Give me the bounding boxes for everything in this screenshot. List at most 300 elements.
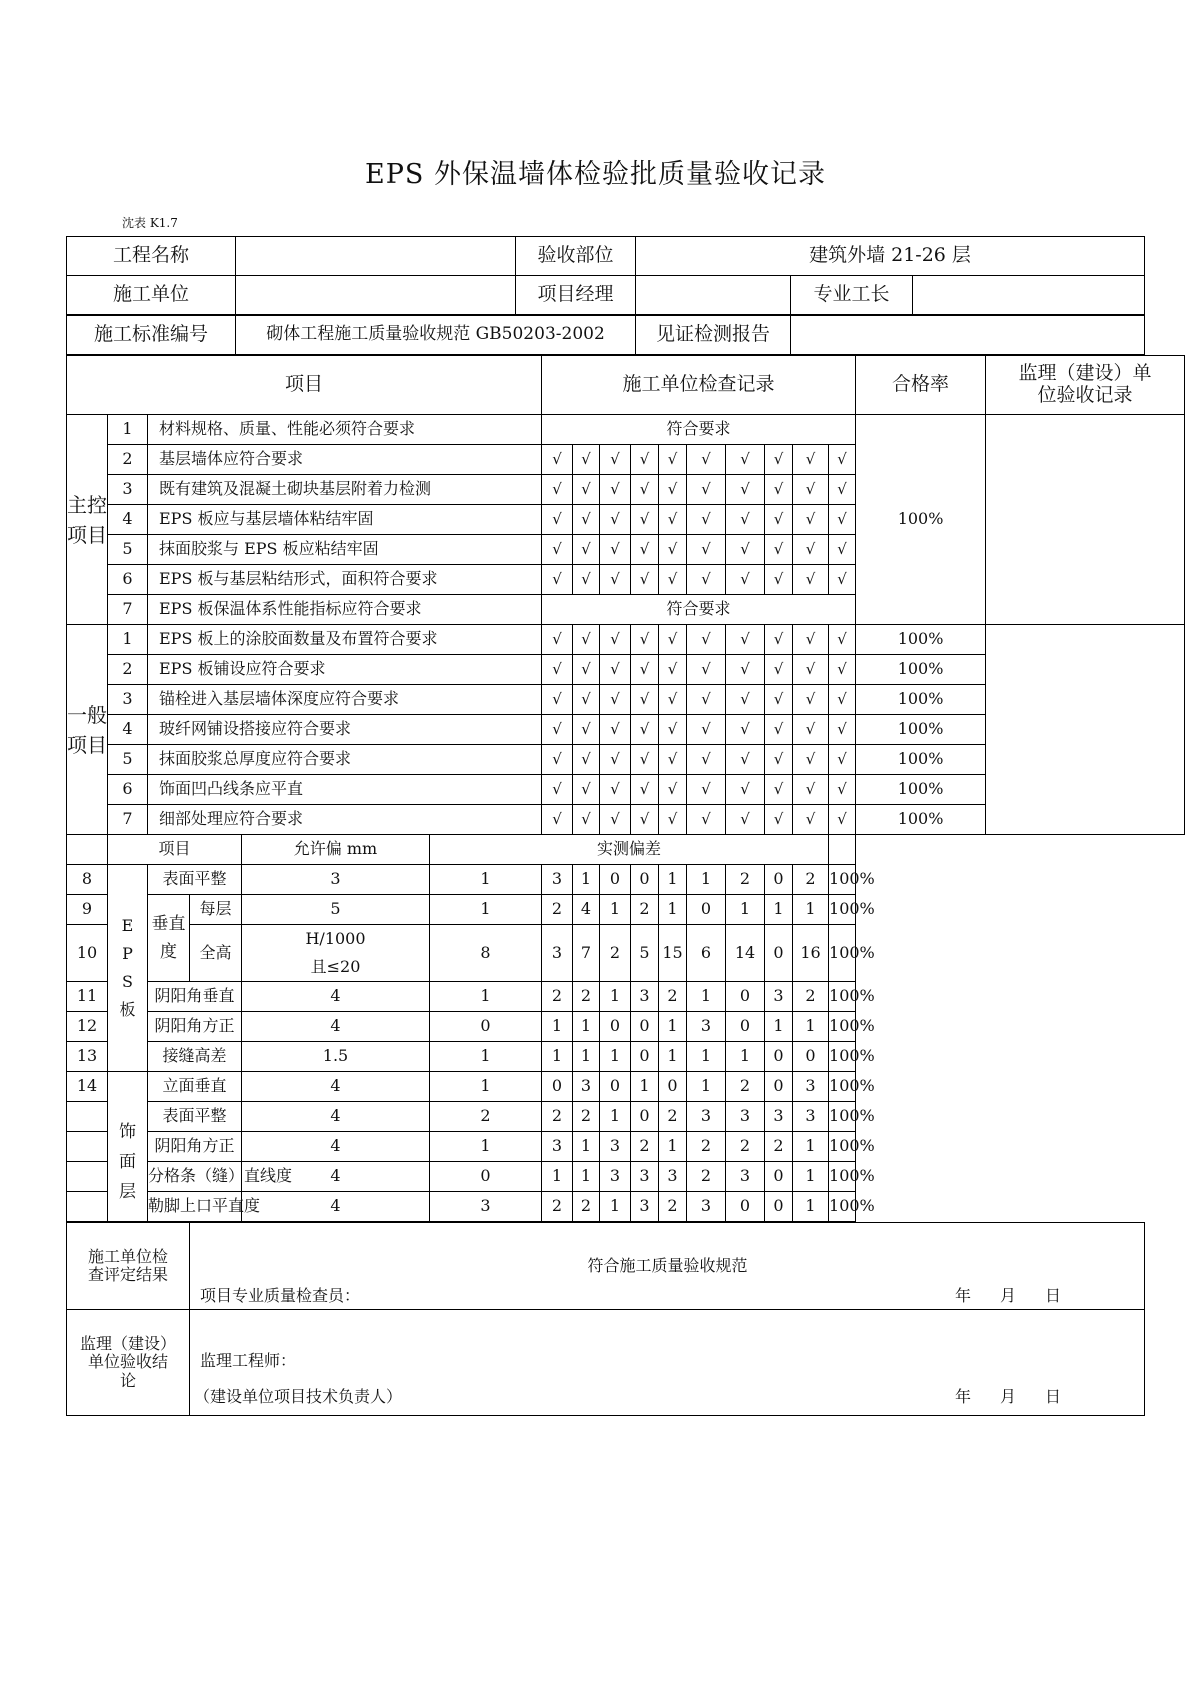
acceptance-location-label: 验收部位: [516, 237, 636, 276]
item-text: EPS 板上的涂胶面数量及布置符合要求: [148, 625, 542, 655]
deviation-value: 1: [430, 865, 542, 895]
check-cell: √: [573, 715, 600, 745]
project-name-value: [236, 237, 516, 276]
item-no: 4: [108, 715, 148, 745]
check-cell: √: [542, 715, 573, 745]
standard-table: [66, 315, 1145, 355]
check-cell: √: [600, 445, 631, 475]
main-control-row: [67, 415, 1185, 445]
deviation-value: 2: [726, 865, 765, 895]
sign2-year: 年: [955, 1387, 972, 1406]
deviation-item-header: 项目: [108, 835, 242, 865]
check-cell: √: [573, 655, 600, 685]
deviation-value: 1: [793, 1012, 829, 1042]
deviation-value: 8: [430, 925, 542, 982]
deviation-value: 0: [765, 925, 793, 982]
construction-conclusion: 符合施工质量验收规范: [587, 1256, 748, 1275]
check-cell: √: [659, 685, 687, 715]
deviation-value: 2: [687, 1132, 726, 1162]
check-cell: √: [542, 565, 573, 595]
deviation-value: 2: [631, 895, 659, 925]
deviation-value: 1: [542, 1162, 573, 1192]
deviation-value: 3: [542, 925, 573, 982]
deviation-value: 2: [659, 1192, 687, 1222]
check-cell: √: [726, 445, 765, 475]
merged-result: 符合要求: [542, 415, 856, 445]
pass-rate: 100%: [829, 1012, 856, 1042]
deviation-value: 1: [793, 1192, 829, 1222]
check-cell: √: [600, 565, 631, 595]
item-text: 基层墙体应符合要求: [148, 445, 542, 475]
check-cell: √: [765, 685, 793, 715]
check-cell: √: [659, 535, 687, 565]
deviation-value: 2: [793, 982, 829, 1012]
deviation-value: 2: [542, 982, 573, 1012]
check-cell: √: [573, 475, 600, 505]
finish-row: [67, 1102, 1185, 1132]
item-text: 玻纤网铺设搭接应符合要求: [148, 715, 542, 745]
item-no: 2: [108, 445, 148, 475]
deviation-value: 1: [600, 982, 631, 1012]
deviation-name: 阴阳角方正: [148, 1012, 242, 1042]
pass-rate: 100%: [856, 745, 986, 775]
sign2-month: 月: [1000, 1387, 1017, 1406]
deviation-name: 分格条（缝）直线度: [148, 1162, 242, 1192]
check-cell: √: [829, 655, 856, 685]
item-text: 饰面凹凸线条应平直: [148, 775, 542, 805]
check-cell: √: [631, 535, 659, 565]
col-supervision: [986, 356, 1185, 415]
deviation-value: 1: [793, 1132, 829, 1162]
item-no: 8: [67, 865, 108, 895]
deviation-value: 3: [631, 1162, 659, 1192]
deviation-value: 1: [542, 1042, 573, 1072]
supervision-line3: 论: [119, 1370, 136, 1390]
pass-rate: 100%: [856, 715, 986, 745]
general-row: [67, 625, 1185, 655]
deviation-value: 0: [600, 865, 631, 895]
sign-year: 年: [955, 1286, 972, 1305]
check-cell: √: [765, 745, 793, 775]
check-cell: √: [793, 535, 829, 565]
check-cell: √: [659, 565, 687, 595]
deviation-value: 2: [687, 1162, 726, 1192]
deviation-value: 1: [659, 1042, 687, 1072]
deviation-value: 3: [687, 1192, 726, 1222]
deviation-value: 0: [430, 1012, 542, 1042]
allowed-line2: 且≤20: [310, 957, 361, 976]
check-cell: √: [829, 505, 856, 535]
check-cell: √: [793, 685, 829, 715]
check-cell: √: [542, 655, 573, 685]
deviation-allowed: 4: [242, 1162, 430, 1192]
finish-row: [67, 1192, 1185, 1222]
pass-rate: 100%: [856, 625, 986, 655]
deviation-value: 1: [687, 982, 726, 1012]
deviation-value: 15: [659, 925, 687, 982]
check-cell: √: [793, 505, 829, 535]
deviation-value: 3: [542, 865, 573, 895]
check-cell: √: [542, 475, 573, 505]
deviation-value: 7: [573, 925, 600, 982]
eps-row: [67, 982, 1185, 1012]
check-cell: √: [659, 475, 687, 505]
deviation-value: 3: [687, 1102, 726, 1132]
check-cell: √: [631, 505, 659, 535]
pass-rate: 100%: [829, 865, 856, 895]
item-no: 3: [108, 475, 148, 505]
check-cell: √: [542, 505, 573, 535]
deviation-value: 3: [687, 1012, 726, 1042]
check-cell: √: [726, 625, 765, 655]
deviation-value: 0: [600, 1012, 631, 1042]
check-cell: √: [687, 505, 726, 535]
check-cell: √: [542, 745, 573, 775]
supervision-conclusion: [190, 1310, 1145, 1416]
check-cell: √: [573, 685, 600, 715]
deviation-value: 2: [631, 1132, 659, 1162]
check-cell: √: [687, 745, 726, 775]
check-cell: √: [765, 805, 793, 835]
deviation-value: 1: [542, 1012, 573, 1042]
deviation-allowed-header: 允许偏 mm: [242, 835, 430, 865]
item-no: 2: [108, 655, 148, 685]
deviation-value: 1: [600, 895, 631, 925]
eps-row: [67, 1042, 1185, 1072]
check-cell: √: [631, 745, 659, 775]
item-no: 12: [67, 1012, 108, 1042]
deviation-value: 3: [765, 1102, 793, 1132]
deviation-value: 1: [687, 1072, 726, 1102]
deviation-no-blank: [67, 835, 108, 865]
standard-label: 施工标准编号: [67, 316, 236, 355]
inspector-label: 项目专业质量检查员：: [200, 1286, 361, 1305]
check-cell: √: [600, 505, 631, 535]
check-cell: √: [573, 535, 600, 565]
check-cell: √: [631, 715, 659, 745]
deviation-value: 1: [430, 1132, 542, 1162]
check-cell: √: [631, 445, 659, 475]
check-cell: √: [829, 775, 856, 805]
project-manager-value: [636, 276, 791, 315]
finish-row: [67, 1072, 1185, 1102]
check-cell: √: [829, 685, 856, 715]
witness-report-label: 见证检测报告: [636, 316, 791, 355]
check-cell: √: [600, 685, 631, 715]
deviation-name: 每层: [190, 895, 242, 925]
pass-rate: 100%: [829, 1072, 856, 1102]
col-supervision-line1: 监理（建设）单: [1018, 362, 1152, 385]
deviation-value: 3: [600, 1162, 631, 1192]
check-cell: √: [765, 505, 793, 535]
check-cell: √: [659, 445, 687, 475]
item-no: 4: [108, 505, 148, 535]
check-cell: √: [600, 745, 631, 775]
deviation-value: 1: [793, 1162, 829, 1192]
general-supervision: [986, 625, 1185, 835]
check-cell: √: [793, 745, 829, 775]
check-cell: √: [659, 625, 687, 655]
check-cell: √: [631, 565, 659, 595]
deviation-allowed: 4: [242, 1102, 430, 1132]
main-control-supervision: [986, 415, 1185, 625]
finish-group-label: 饰 面 层: [108, 1072, 148, 1222]
eps-row: [67, 1012, 1185, 1042]
check-cell: √: [659, 655, 687, 685]
check-cell: √: [829, 475, 856, 505]
deviation-value: 1: [430, 1072, 542, 1102]
check-cell: √: [631, 625, 659, 655]
deviation-value: 1: [430, 1042, 542, 1072]
column-header-row: [67, 356, 1185, 415]
item-no: 6: [108, 565, 148, 595]
deviation-allowed: 4: [242, 1072, 430, 1102]
eps-row: [67, 865, 1185, 895]
check-cell: √: [793, 775, 829, 805]
deviation-value: 1: [573, 1162, 600, 1192]
deviation-value: 3: [726, 1162, 765, 1192]
check-cell: √: [573, 775, 600, 805]
deviation-value: 2: [430, 1102, 542, 1132]
construction-check-line1: 施工单位检: [87, 1246, 168, 1266]
deviation-value: 1: [659, 1132, 687, 1162]
sign-day: 日: [1045, 1286, 1062, 1305]
check-cell: √: [765, 625, 793, 655]
col-check-record: 施工单位检查记录: [542, 356, 856, 415]
deviation-allowed: 4: [242, 1192, 430, 1222]
witness-report-value: [791, 316, 1145, 355]
deviation-value: 3: [631, 982, 659, 1012]
deviation-value: 0: [765, 1042, 793, 1072]
item-no: [67, 1132, 108, 1162]
eps-row: [67, 925, 1185, 982]
check-cell: √: [765, 475, 793, 505]
item-text: 材料规格、质量、性能必须符合要求: [148, 415, 542, 445]
check-cell: √: [726, 535, 765, 565]
deviation-value: 3: [765, 982, 793, 1012]
deviation-value: 2: [542, 1192, 573, 1222]
supervision-conclusion-label: [67, 1310, 190, 1416]
pass-rate: 100%: [856, 775, 986, 805]
deviation-value: 1: [430, 895, 542, 925]
check-cell: √: [573, 565, 600, 595]
deviation-name: 勒脚上口平直度: [148, 1192, 242, 1222]
check-cell: √: [829, 535, 856, 565]
deviation-value: 1: [659, 865, 687, 895]
foreman-label: 专业工长: [791, 276, 913, 315]
deviation-value: 0: [765, 1072, 793, 1102]
deviation-value: 2: [793, 865, 829, 895]
check-cell: √: [726, 475, 765, 505]
acceptance-location-value: 建筑外墙 21-26 层: [636, 237, 1145, 276]
item-no: 5: [108, 535, 148, 565]
check-cell: √: [573, 505, 600, 535]
item-no: [67, 1162, 108, 1192]
deviation-value: 6: [687, 925, 726, 982]
check-cell: √: [726, 655, 765, 685]
check-cell: √: [726, 505, 765, 535]
check-cell: √: [542, 805, 573, 835]
pass-rate: 100%: [856, 655, 986, 685]
check-cell: √: [687, 655, 726, 685]
construction-unit-label: 施工单位: [67, 276, 236, 315]
main-control-label: 主控项目: [67, 415, 108, 625]
check-cell: √: [600, 805, 631, 835]
construction-check-result: [190, 1223, 1145, 1310]
deviation-value: 2: [600, 925, 631, 982]
deviation-value: 1: [600, 1102, 631, 1132]
deviation-name: 阴阳角垂直: [148, 982, 242, 1012]
deviation-value: 2: [659, 1102, 687, 1132]
deviation-value: 0: [542, 1072, 573, 1102]
deviation-value: 3: [793, 1102, 829, 1132]
deviation-value: 1: [573, 1012, 600, 1042]
col-item: 项目: [67, 356, 542, 415]
project-name-label: 工程名称: [67, 237, 236, 276]
item-text: 锚栓进入基层墙体深度应符合要求: [148, 685, 542, 715]
item-no: 5: [108, 745, 148, 775]
check-cell: √: [829, 625, 856, 655]
item-text: EPS 板应与基层墙体粘结牢固: [148, 505, 542, 535]
deviation-value: 2: [542, 895, 573, 925]
engineer-label: 监理工程师：: [200, 1351, 297, 1370]
check-cell: √: [726, 685, 765, 715]
check-cell: √: [829, 565, 856, 595]
check-cell: √: [687, 685, 726, 715]
form-code: 沈表 K1.7: [122, 216, 178, 230]
check-cell: √: [631, 475, 659, 505]
deviation-measured-header: 实测偏差: [430, 835, 829, 865]
vertical-label: 垂直度: [148, 895, 190, 982]
deviation-value: 0: [631, 1102, 659, 1132]
deviation-value: 1: [573, 865, 600, 895]
deviation-value: 1: [600, 1042, 631, 1072]
item-no: 11: [67, 982, 108, 1012]
foreman-value: [913, 276, 1145, 315]
pass-rate: 100%: [856, 805, 986, 835]
check-cell: √: [631, 775, 659, 805]
pass-rate: 100%: [829, 1042, 856, 1072]
deviation-allowed: 4: [242, 982, 430, 1012]
deviation-value: 1: [765, 1012, 793, 1042]
check-cell: √: [600, 775, 631, 805]
deviation-value: 1: [687, 1042, 726, 1072]
item-no: [67, 1102, 108, 1132]
deviation-value: 2: [573, 1102, 600, 1132]
check-cell: √: [687, 625, 726, 655]
merged-result: 符合要求: [542, 595, 856, 625]
deviation-value: 0: [631, 1012, 659, 1042]
check-cell: √: [829, 745, 856, 775]
check-cell: √: [573, 745, 600, 775]
check-cell: √: [687, 445, 726, 475]
check-cell: √: [659, 745, 687, 775]
deviation-header-row: [67, 835, 1185, 865]
check-cell: √: [687, 715, 726, 745]
deviation-value: 3: [793, 1072, 829, 1102]
deviation-value: 0: [659, 1072, 687, 1102]
deviation-value: 1: [726, 1042, 765, 1072]
item-no: 7: [108, 805, 148, 835]
check-cell: √: [726, 745, 765, 775]
finish-row: [67, 1132, 1185, 1162]
eps-row: [67, 895, 1185, 925]
pass-rate: 100%: [829, 1102, 856, 1132]
item-text: 抹面胶浆总厚度应符合要求: [148, 745, 542, 775]
item-no: 9: [67, 895, 108, 925]
col-pass-rate: 合格率: [856, 356, 986, 415]
deviation-value: 3: [573, 1072, 600, 1102]
deviation-value: 0: [726, 1012, 765, 1042]
inspection-record-table: [66, 236, 1152, 1496]
deviation-value: 0: [631, 1042, 659, 1072]
deviation-value: 0: [600, 1072, 631, 1102]
deviation-value: 2: [726, 1072, 765, 1102]
check-cell: √: [631, 805, 659, 835]
tech-leader-label: （建设单位项目技术负责人）: [194, 1387, 403, 1406]
check-cell: √: [765, 715, 793, 745]
check-cell: √: [600, 655, 631, 685]
allowed-line1: H/1000: [305, 929, 366, 948]
check-cell: √: [631, 655, 659, 685]
deviation-value: 0: [726, 982, 765, 1012]
finish-row: [67, 1162, 1185, 1192]
supervision-line1: 监理（建设）: [79, 1333, 176, 1353]
deviation-value: 2: [726, 1132, 765, 1162]
check-cell: √: [726, 715, 765, 745]
item-no: 1: [108, 415, 148, 445]
check-cell: √: [631, 685, 659, 715]
check-cell: √: [542, 775, 573, 805]
page-title: EPS 外保温墙体检验批质量验收记录: [365, 159, 826, 190]
deviation-value: 4: [573, 895, 600, 925]
sign-month: 月: [1000, 1286, 1017, 1305]
check-cell: √: [829, 445, 856, 475]
item-text: 细部处理应符合要求: [148, 805, 542, 835]
pass-rate: 100%: [829, 925, 856, 982]
check-cell: √: [600, 475, 631, 505]
check-cell: √: [687, 475, 726, 505]
pass-rate: 100%: [829, 982, 856, 1012]
deviation-value: 0: [687, 895, 726, 925]
check-cell: √: [659, 805, 687, 835]
deviation-value: 16: [793, 925, 829, 982]
check-cell: √: [542, 685, 573, 715]
deviation-allowed: 5: [242, 895, 430, 925]
deviation-value: 1: [659, 1012, 687, 1042]
eps-group-label: E P S 板: [108, 865, 148, 1072]
deviation-value: 0: [631, 865, 659, 895]
deviation-value: 1: [687, 865, 726, 895]
check-cell: √: [687, 565, 726, 595]
pass-rate: 100%: [829, 1192, 856, 1222]
check-cell: √: [659, 775, 687, 805]
pass-rate: 100%: [829, 895, 856, 925]
deviation-value: 1: [573, 1132, 600, 1162]
check-cell: √: [542, 535, 573, 565]
deviation-allowed: 4: [242, 1012, 430, 1042]
check-cell: √: [726, 565, 765, 595]
check-cell: √: [765, 775, 793, 805]
deviation-value: 2: [573, 1192, 600, 1222]
deviation-value: 1: [726, 895, 765, 925]
project-manager-label: 项目经理: [516, 276, 636, 315]
check-cell: √: [793, 565, 829, 595]
check-cell: √: [659, 715, 687, 745]
check-cell: √: [573, 805, 600, 835]
deviation-value: 0: [726, 1192, 765, 1222]
item-text: EPS 板与基层粘结形式，面积符合要求: [148, 565, 542, 595]
